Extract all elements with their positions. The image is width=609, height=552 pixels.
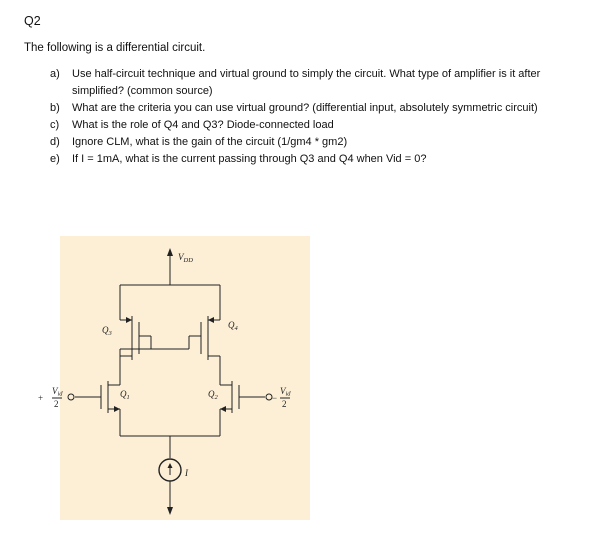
question-number: Q2 bbox=[24, 14, 41, 28]
input-left-numerator bbox=[52, 386, 63, 398]
circuit-figure bbox=[38, 236, 310, 520]
circuit-diagram bbox=[38, 236, 310, 520]
input-right-denominator: 2 bbox=[282, 399, 287, 409]
q3-label-main: Q bbox=[102, 325, 109, 335]
sub-question-list bbox=[50, 66, 590, 168]
input-left-denominator: 2 bbox=[54, 399, 59, 409]
q2-label bbox=[208, 389, 219, 401]
q1-label-sub: 1 bbox=[126, 394, 130, 401]
vdd-arrow-icon bbox=[167, 248, 173, 256]
ground-arrow-icon bbox=[167, 507, 173, 515]
vdd-label bbox=[178, 252, 193, 264]
sub-question-text: What are the criteria you can use virtual ground? (differential input, absolutely symmetric circuit) bbox=[72, 102, 538, 114]
sub-question-label: a) bbox=[50, 68, 60, 80]
q1-label-main: Q bbox=[120, 389, 127, 399]
sub-question-label: b) bbox=[50, 102, 60, 114]
sub-question-label: e) bbox=[50, 153, 60, 165]
vdd-label-main: V bbox=[178, 252, 184, 262]
q4-source-arrow-icon bbox=[208, 317, 214, 323]
input-right-num-main: V bbox=[280, 386, 286, 396]
input-right-numerator bbox=[280, 386, 291, 398]
q3-label-sub: 3 bbox=[108, 330, 112, 337]
q4-label bbox=[228, 320, 239, 332]
q1-label bbox=[120, 389, 130, 401]
vdd-label-sub: DD bbox=[183, 257, 193, 264]
q2-label-sub: 2 bbox=[214, 394, 218, 401]
input-right-num-sub: id bbox=[285, 390, 291, 398]
current-arrow-icon bbox=[168, 463, 173, 468]
sub-question-e bbox=[50, 151, 590, 168]
sub-question-b bbox=[50, 100, 590, 117]
q1-source-arrow-icon bbox=[114, 406, 120, 412]
circuit-wires bbox=[52, 254, 290, 508]
q4-label-main: Q bbox=[228, 320, 235, 330]
sub-question-d bbox=[50, 134, 590, 151]
input-left-sign: + bbox=[38, 393, 44, 403]
question-intro: The following is a differential circuit. bbox=[24, 42, 206, 54]
sub-question-c bbox=[50, 117, 590, 134]
sub-question-text: What is the role of Q4 and Q3? Diode-connected load bbox=[72, 119, 334, 131]
input-terminal-left bbox=[68, 394, 74, 400]
sub-question-label: c) bbox=[50, 119, 60, 131]
sub-question-label: d) bbox=[50, 136, 60, 148]
sub-question-text: Ignore CLM, what is the gain of the circuit (1/gm4 * gm2) bbox=[72, 136, 348, 148]
sub-question-text: Use half-circuit technique and virtual ground to simply the circuit. What type of amplifier is it after simplified? (common source) bbox=[72, 68, 541, 97]
q3-source-arrow-icon bbox=[126, 317, 132, 323]
input-right-sign: − bbox=[272, 393, 278, 403]
input-left-num-main: V bbox=[52, 386, 58, 396]
q4-label-sub: 4 bbox=[234, 325, 238, 332]
current-label: I bbox=[185, 468, 188, 478]
q2-source-arrow-icon bbox=[220, 406, 226, 412]
input-left-num-sub: id bbox=[57, 390, 63, 398]
sub-question-a bbox=[50, 66, 590, 100]
q3-label bbox=[102, 325, 113, 337]
q2-label-main: Q bbox=[208, 389, 215, 399]
sub-question-text: If I = 1mA, what is the current passing through Q3 and Q4 when Vid = 0? bbox=[72, 153, 427, 165]
